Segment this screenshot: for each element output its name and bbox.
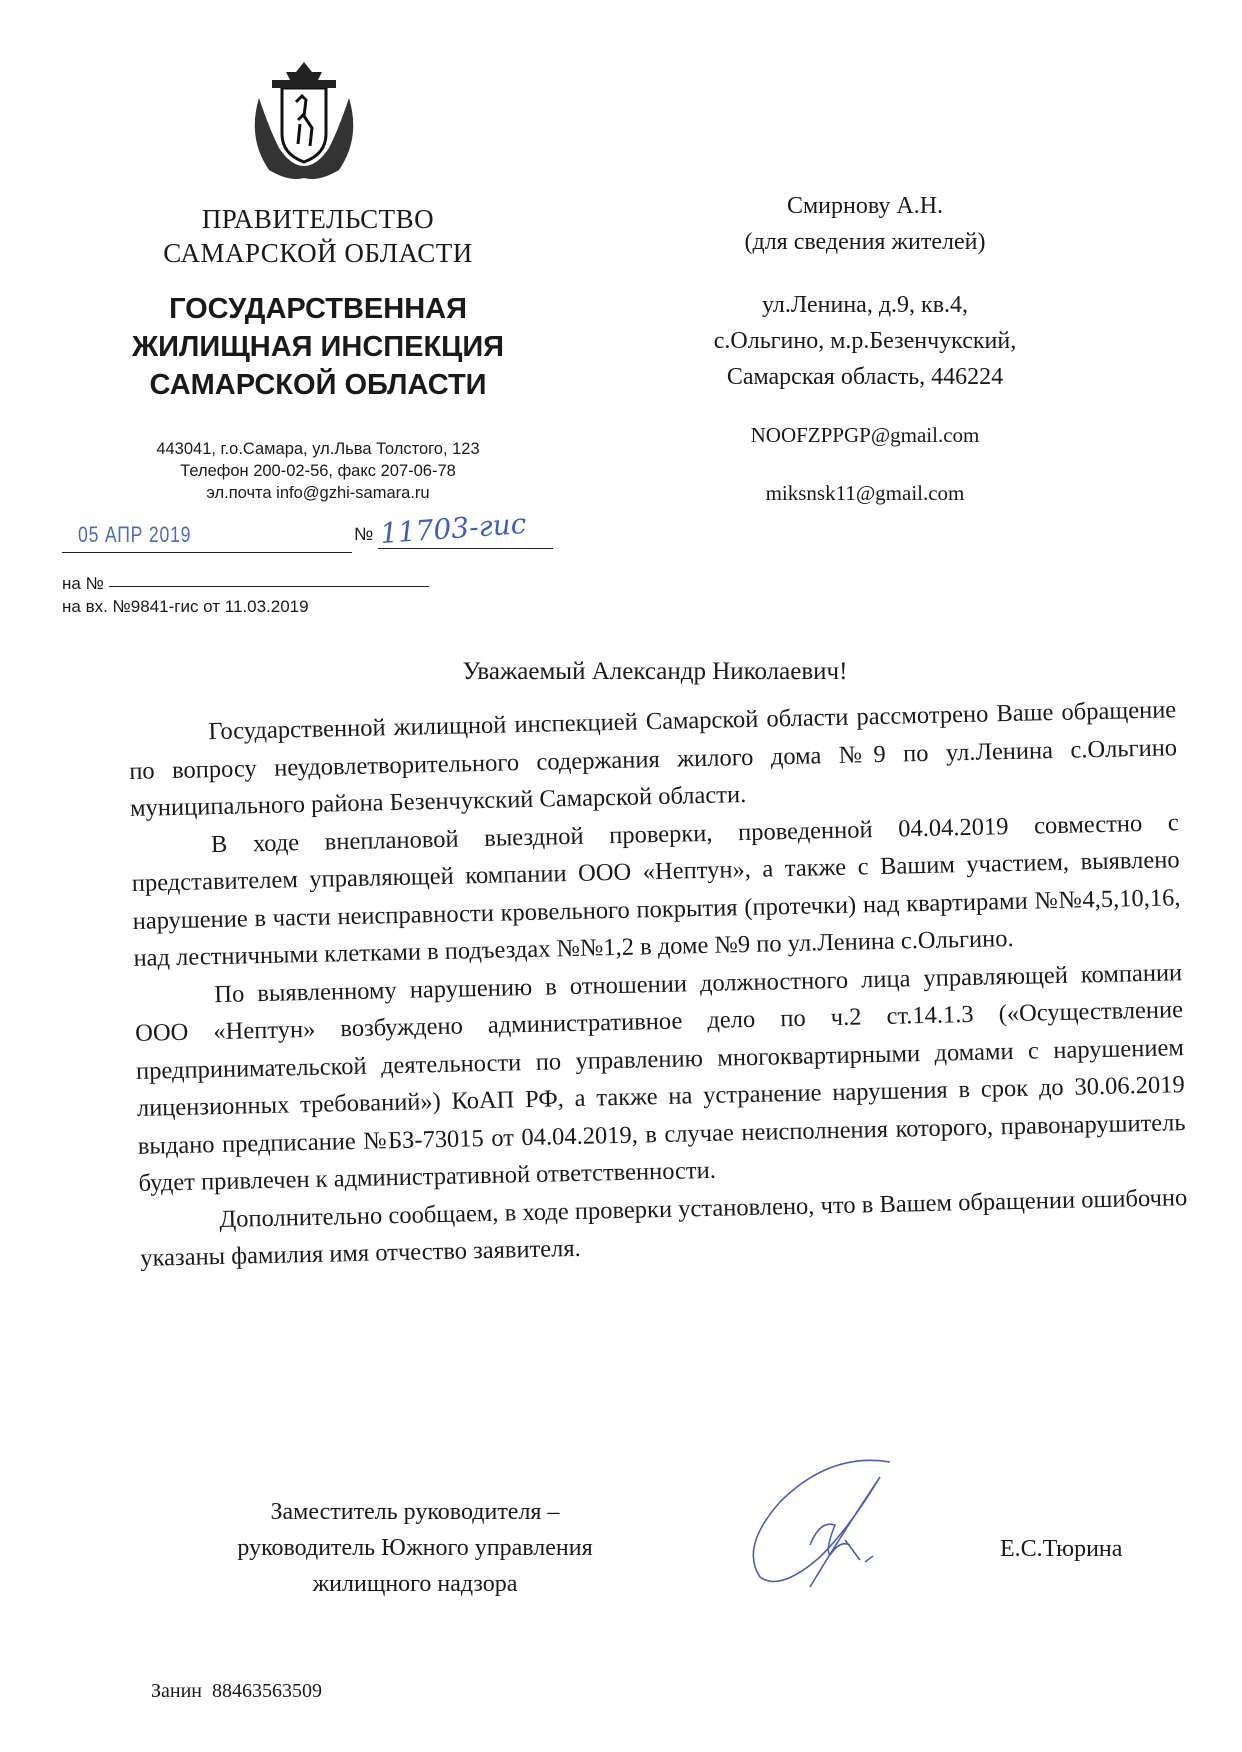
letter-body bbox=[128, 691, 1188, 1277]
recipient-name: Смирнову А.Н. bbox=[786, 193, 944, 219]
body-paragraph: В ходе внеплановой выездной проверки, проведенной 04.04.2019 совместно с представителем управляющей компании ООО «Нептун», а также с Вашим участием, выявлено нарушение в части неисправности кровельного покрытия (протечки) над квартирами №№4,5,10,16, над лестничными клетками в подъездах №№1,2 в доме №9 по ул.Ленина с.Ольгино. bbox=[131, 808, 1181, 972]
body-paragraph: Государственной жилищной инспекцией Самарской области рассмотрено Ваше обращение по вопросу неудовлетворительного содержания жилого дома №9 по ул.Ленина с.Ольгино муниципального района Безенчукский Самарской области. bbox=[128, 696, 1178, 822]
inspection-line-1: ГОСУДАРСТВЕННАЯ bbox=[169, 293, 467, 325]
recipient-address bbox=[660, 287, 1070, 395]
body-paragraph: Дополнительно сообщаем, в ходе проверки установлено, что в Вашем обращении ошибочно указаны фамилия имя отчество заявителя. bbox=[140, 1183, 1188, 1272]
recipient-email-1: NOOFZPPGP@gmail.com bbox=[750, 423, 980, 447]
number-label: № bbox=[354, 524, 374, 544]
incoming-reference: на вх. №9841-гис от 11.03.2019 bbox=[62, 597, 309, 616]
body-paragraph: По выявленному нарушению в отношении должностного лица управляющей компании ООО «Нептун» возбуждено административное дело по ч.2 ст.14.1.3 («Осуществление предпринимательской деятельности по управлению многоквартирными домами с нарушением лицензионных требований») КоАП РФ, а также на устранение нарушения в срок до 30.06.2019 выдано предписание №БЗ-73015 от 04.04.2019, в случае неисполнения которого, правонарушитель будет привлечен к административной ответственности. bbox=[134, 958, 1186, 1197]
government-line-1: ПРАВИТЕЛЬСТВО bbox=[201, 204, 435, 234]
recipient-address-line: ул.Ленина, д.9, кв.4, bbox=[761, 292, 969, 318]
government-line-2: САМАРСКОЙ ОБЛАСТИ bbox=[163, 238, 473, 268]
address-line: 443041, г.о.Самара, ул.Льва Толстого, 123 bbox=[156, 440, 480, 458]
recipient-email-2: miksnsk11@gmail.com bbox=[765, 481, 965, 505]
reference-block bbox=[62, 572, 429, 618]
date-underline bbox=[62, 552, 352, 553]
email-line: эл.почта info@gzhi-samara.ru bbox=[206, 484, 430, 502]
recipient-note: (для сведения жителей) bbox=[744, 229, 986, 255]
signatory-position bbox=[180, 1494, 650, 1602]
position-line: руководитель Южного управления bbox=[237, 1535, 593, 1561]
recipient-address-line: с.Ольгино, м.р.Безенчукский, bbox=[713, 328, 1017, 354]
date-stamp: 05 АПР 2019 bbox=[78, 522, 192, 547]
position-line: жилищного надзора bbox=[312, 1571, 518, 1597]
phone-line: Телефон 200-02-56, факс 207-06-78 bbox=[180, 462, 456, 480]
inspection-line-3: САМАРСКОЙ ОБЛАСТИ bbox=[149, 369, 487, 401]
number-underline bbox=[378, 548, 553, 549]
handwritten-signature bbox=[740, 1450, 910, 1590]
samara-coat-of-arms-emblem bbox=[244, 58, 364, 182]
inspection-title bbox=[108, 290, 528, 404]
signatory-name: Е.С.Тюрина bbox=[1000, 1536, 1123, 1562]
salutation: Уважаемый Александр Николаевич! bbox=[462, 658, 848, 685]
outgoing-number: 11703-гис bbox=[379, 506, 528, 551]
inspection-line-2: ЖИЛИЩНАЯ ИНСПЕКЦИЯ bbox=[131, 331, 505, 363]
government-title bbox=[148, 202, 488, 270]
executor-contact: Занин 88463563509 bbox=[151, 1680, 323, 1702]
sender-address bbox=[118, 438, 518, 504]
ref-number: на № bbox=[62, 572, 429, 595]
recipient-name-block bbox=[660, 188, 1070, 260]
position-line: Заместитель руководителя – bbox=[270, 1499, 560, 1525]
recipient-address-line: Самарская область, 446224 bbox=[726, 364, 1004, 390]
